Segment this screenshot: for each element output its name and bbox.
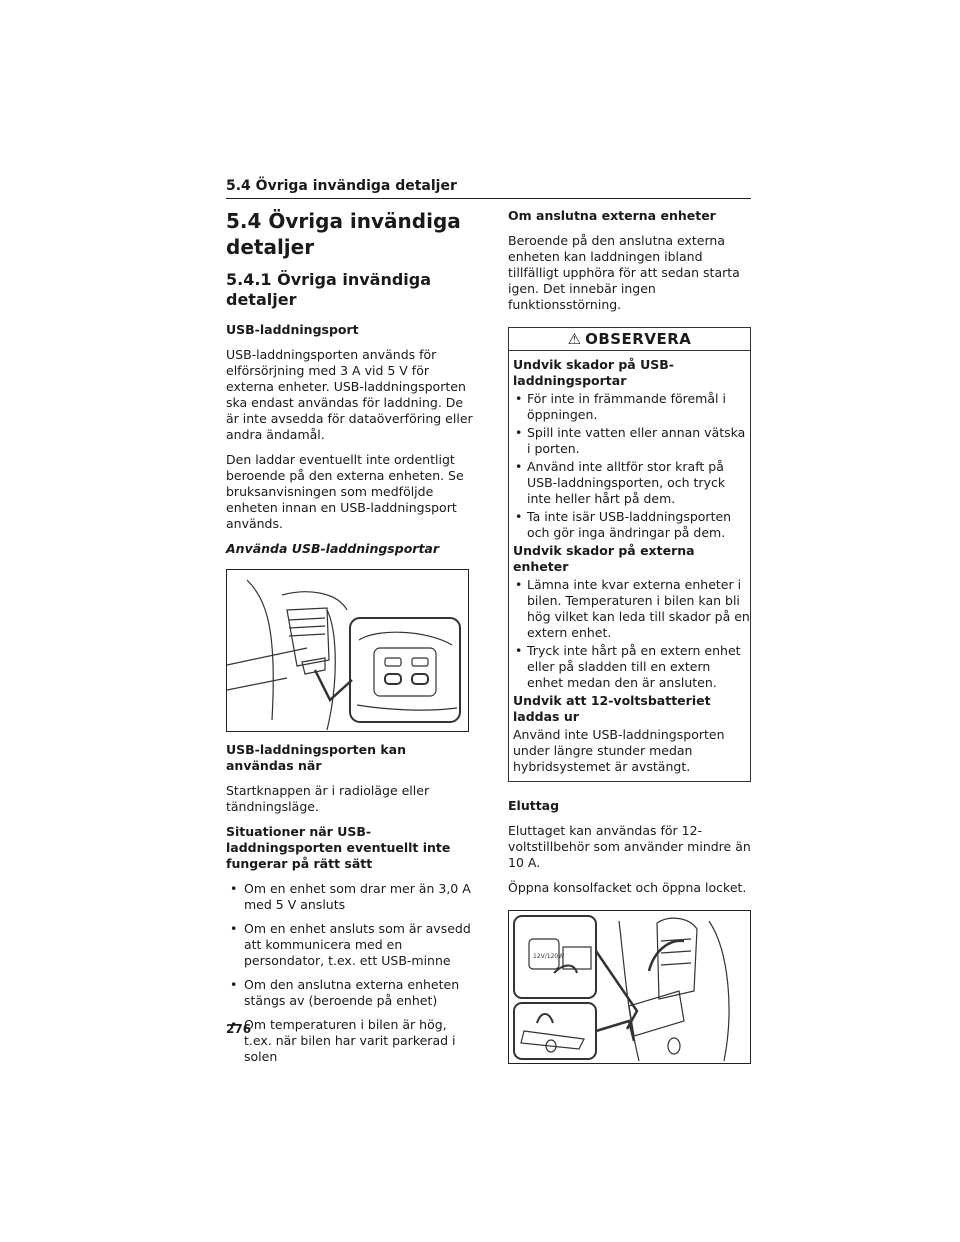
list-item: • Använd inte alltför stor kraft på USB-laddningsporten, och tryck inte heller hårt på dem. [513,459,750,507]
subsection-title: 5.4.1 Övriga invändiga detaljer [226,270,432,309]
usb-port-heading: USB-laddningsport [226,322,359,337]
list-item: • För inte in främmande föremål i öppningen. [513,391,750,423]
usage-conditions-paragraph: Startknappen är i radioläge eller tändningsläge. [226,783,430,814]
list-item: • Om temperaturen i bilen är hög, t.ex. när bilen har varit parkerad i solen [226,1017,474,1065]
connected-devices-heading: Om anslutna externa enheter [508,208,716,223]
notice-usb-list [513,391,750,541]
usage-conditions-heading: USB-laddningsporten kan användas när [226,742,407,773]
list-item: • Tryck inte hårt på en extern enhet eller på sladden till en extern enhet medan den är ansluten. [513,643,750,691]
notice-battery-paragraph: Använd inte USB-laddningsporten under längre stunder medan hybridsystemet är avstängt. [513,727,725,774]
page-number: 276 [226,1022,252,1036]
outlet-paragraph: Eluttaget kan användas för 12-voltstillbehör som använder mindre än 10 A. [508,823,751,870]
notice-body [509,351,750,781]
right-column [508,208,751,1064]
usb-ports-illustration [226,569,469,732]
notice-heading-battery: Undvik att 12-voltsbatteriet laddas ur [513,693,711,724]
list-item: • Om en enhet som drar mer än 3,0 A med 5 V ansluts [226,881,474,913]
usb-port-paragraph: USB-laddningsporten används för elförsörjning med 3 A vid 5 V för externa enheter. USB-laddningsporten ska endast användas för laddning. De är inte avsedda för dataöverföring eller andra ändamål. [226,347,473,442]
usb-ports-drawing [227,570,468,731]
notice-devices-list [513,577,750,691]
outlet-rating-label: 12V/120W [533,953,565,960]
list-item: • Lämna inte kvar externa enheter i bilen. Temperaturen i bilen kan bli hög vilket kan leda till skador på en extern enhet. [513,577,750,641]
outlet-heading: Eluttag [508,798,560,813]
running-header: 5.4 Övriga invändiga detaljer [226,178,457,194]
notice-title: OBSERVERA [585,330,692,348]
list-item: • Om en enhet ansluts som är avsedd att kommunicera med en persondator, t.ex. ett USB-minne [226,921,474,969]
usb-port-note: Den laddar eventuellt inte ordentligt beroende på den externa enheten. Se bruksanvisningen som medföljde enheten innan en USB-laddningsport används. [226,452,464,531]
connected-devices-paragraph: Beroende på den anslutna externa enheten kan laddningen ibland tillfälligt upphöra för att sedan starta igen. Det innebär ingen funktionsstörning. [508,233,740,312]
outlet-drawing [509,911,750,1063]
notice-heading-devices: Undvik skador på externa enheter [513,543,695,574]
left-column [226,208,474,1073]
notice-box [508,327,751,782]
malfunction-situations-list [226,881,474,1065]
outlet-instruction: Öppna konsolfacket och öppna locket. [508,880,747,895]
usage-heading: Använda USB-laddningsportar [226,541,440,556]
malfunction-situations-heading: Situationer när USB-laddningsporten eventuellt inte fungerar på rätt sätt [226,824,451,871]
list-item: • Spill inte vatten eller annan vätska i porten. [513,425,750,457]
list-item: • Om den anslutna externa enheten stängs av (beroende på enhet) [226,977,474,1009]
notice-heading-usb: Undvik skador på USB-laddningsportar [513,357,674,388]
header-rule [226,198,751,199]
section-title: 5.4 Övriga invändiga detaljer [226,209,461,259]
outlet-illustration [508,910,751,1064]
list-item: • Ta inte isär USB-laddningsporten och gör inga ändringar på dem. [513,509,750,541]
notice-header [509,328,750,351]
warning-icon: ⚠ [567,329,582,348]
